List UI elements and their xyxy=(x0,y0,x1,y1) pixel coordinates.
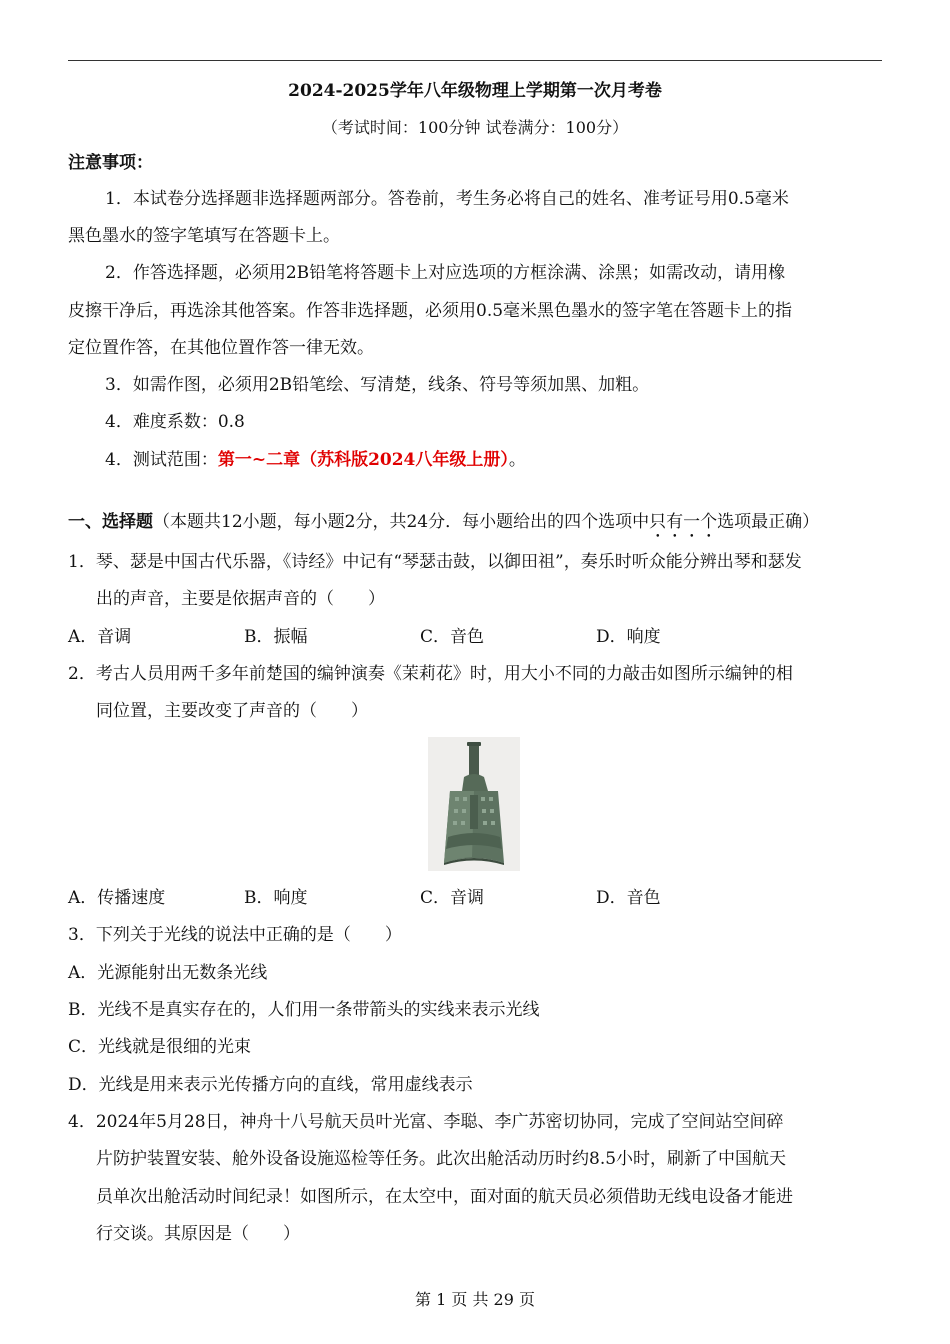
q2-options xyxy=(68,887,772,909)
section-heading-line xyxy=(68,511,819,542)
note-5-prefix: 4．测试范围： xyxy=(105,450,218,470)
q1-line-1: 1．琴、瑟是中国古代乐器，《诗经》中记有“琴瑟击鼓，以御田祖”，奏乐时听众能分辨出琴和瑟发 xyxy=(68,552,802,572)
exam-title: 2024-2025学年八年级物理上学期第一次月考卷 xyxy=(288,81,662,101)
q1-option-a: A．音调 xyxy=(68,627,132,647)
section-desc-a: （本题共12小题，每小题2分，共24分．每小题给出的四个选项中 xyxy=(153,512,650,532)
q1-options xyxy=(68,626,772,648)
q1-option-d: D．响度 xyxy=(596,627,661,647)
q4-line-4: 行交谈。其原因是（ ） xyxy=(96,1224,300,1244)
q3-option-a: A．光源能射出无数条光线 xyxy=(68,963,268,983)
q3-option-b: B．光线不是真实存在的，人们用一条带箭头的实线来表示光线 xyxy=(68,1000,540,1020)
q3-option-c: C．光线就是很细的光束 xyxy=(68,1037,252,1057)
bronze-bell-image xyxy=(428,737,520,871)
section-desc-emphasis: 只有一个 xyxy=(649,512,718,532)
q3-line-1: 3．下列关于光线的说法中正确的是（ ） xyxy=(68,925,402,945)
note-2-line-3: 定位置作答，在其他位置作答一律无效。 xyxy=(68,338,374,358)
q2-option-a: A．传播速度 xyxy=(68,888,166,908)
q2-line-1: 2．考古人员用两千多年前楚国的编钟演奏《茉莉花》时，用大小不同的力敲击如图所示编钟的相 xyxy=(68,664,793,684)
q2-option-b: B．响度 xyxy=(244,888,308,908)
note-1-line-2: 黑色墨水的签字笔填写在答题卡上。 xyxy=(68,226,340,246)
q1-option-b: B．振幅 xyxy=(244,627,308,647)
note-2-line-1: 2．作答选择题，必须用2B铅笔将答题卡上对应选项的方框涂满、涂黑；如需改动，请用橡 xyxy=(105,263,786,283)
page-number: 第 1 页 共 29 页 xyxy=(415,1290,535,1309)
note-5-suffix: 。 xyxy=(508,450,526,470)
exam-subtitle: （考试时间：100分钟 试卷满分：100分） xyxy=(321,118,629,137)
q2-line-2: 同位置，主要改变了声音的（ ） xyxy=(96,701,368,721)
header-rule xyxy=(68,60,882,61)
q3-option-d: D．光线是用来表示光传播方向的直线，常用虚线表示 xyxy=(68,1075,473,1095)
q1-line-2: 出的声音，主要是依据声音的（ ） xyxy=(96,589,385,609)
note-3: 3．如需作图，必须用2B铅笔绘、写清楚，线条、符号等须加黑、加粗。 xyxy=(105,375,650,395)
q4-line-2: 片防护装置安装、舱外设备设施巡检等任务。此次出舱活动历时约8.5小时，刷新了中国航天 xyxy=(96,1149,787,1169)
bell-illustration xyxy=(428,737,520,871)
note-5 xyxy=(105,449,526,471)
note-4: 4．难度系数：0.8 xyxy=(105,412,245,432)
notes-heading: 注意事项： xyxy=(68,153,153,173)
section-heading: 一、选择题 xyxy=(68,512,153,532)
note-1-line-1: 1．本试卷分选择题非选择题两部分。答卷前，考生务必将自己的姓名、准考证号用0.5毫米 xyxy=(105,189,789,209)
q1-option-c: C．音色 xyxy=(420,627,485,647)
q4-line-3: 员单次出舱活动时间纪录！如图所示，在太空中，面对面的航天员必须借助无线电设备才能进 xyxy=(96,1187,793,1207)
q2-option-d: D．音色 xyxy=(596,888,661,908)
section-desc-b: 选项最正确） xyxy=(717,512,820,532)
q4-line-1: 4．2024年5月28日，神舟十八号航天员叶光富、李聪、李广苏密切协同，完成了空间站空间碎 xyxy=(68,1112,784,1132)
note-2-line-2: 皮擦干净后，再选涂其他答案。作答非选择题，必须用0.5毫米黑色墨水的签字笔在答题卡上的指 xyxy=(68,301,793,321)
test-scope: 第一~二章（苏科版2024八年级上册） xyxy=(217,450,509,470)
q2-option-c: C．音调 xyxy=(420,888,485,908)
